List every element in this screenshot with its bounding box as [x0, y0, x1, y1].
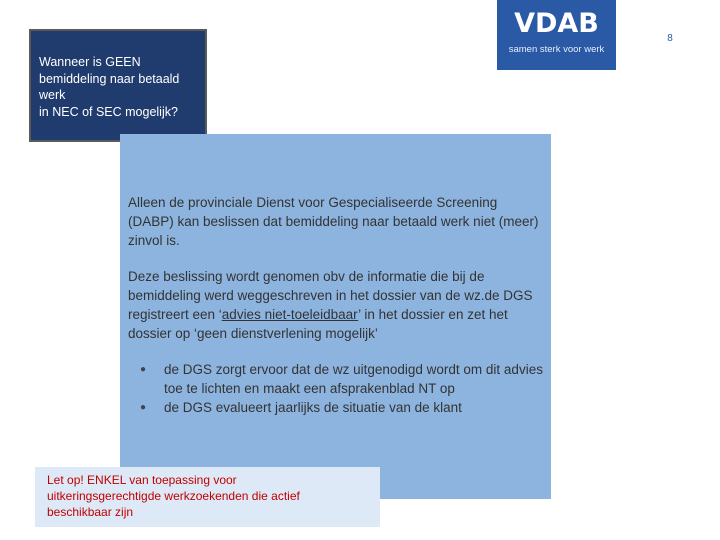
list-item	[128, 360, 546, 398]
bullet-text: de DGS zorgt ervoor dat de wz uitgenodigd wordt om dit advies toe te lichten en maakt een afsprakenblad NT op	[164, 362, 543, 396]
title-line: Wanneer is GEEN	[39, 55, 141, 69]
warning-note	[35, 467, 380, 527]
content-text	[128, 193, 546, 417]
slide-title-box	[29, 29, 207, 142]
list-item	[128, 398, 546, 417]
title-line: in NEC of SEC mogelijk?	[39, 104, 178, 119]
note-line: beschikbaar zijn	[47, 505, 134, 519]
bullet-dot-icon: ●	[140, 364, 147, 375]
title-line: werk	[39, 88, 66, 102]
paragraph-decision-end: ’ in het dossier en zet het dossier op ‘geen dienstverlening mogelijk’	[128, 307, 508, 341]
logo-wordmark: VDAB	[514, 8, 599, 39]
title-line: bemiddeling naar betaald	[39, 71, 180, 86]
bullet-list	[128, 360, 546, 417]
paragraph-decision-start: Deze beslissing wordt genomen obv de informatie die bij de bemiddeling werd weggeschreven in het dossier van de wz.de DGS registreert een ‘	[128, 269, 533, 322]
vdab-logo	[497, 0, 616, 70]
note-line: uitkeringsgerechtigde werkzoekenden die actief	[47, 489, 300, 503]
advies-niet-toeleidbaar-term: advies niet-toeleidbaar	[221, 307, 359, 322]
note-line: Let op! ENKEL van toepassing voor	[47, 473, 237, 487]
paragraph-decision	[128, 267, 546, 343]
page-number: 8	[667, 33, 673, 44]
logo-tagline: samen sterk voor werk	[508, 44, 605, 55]
bullet-text: de DGS evalueert jaarlijks de situatie van de klant	[164, 400, 462, 415]
paragraph-screening: Alleen de provinciale Dienst voor Gespecialiseerde Screening (DABP) kan beslissen dat bemiddeling naar betaald werk niet (meer) zinvol is.	[128, 195, 539, 248]
bullet-dot-icon: ●	[140, 402, 147, 413]
